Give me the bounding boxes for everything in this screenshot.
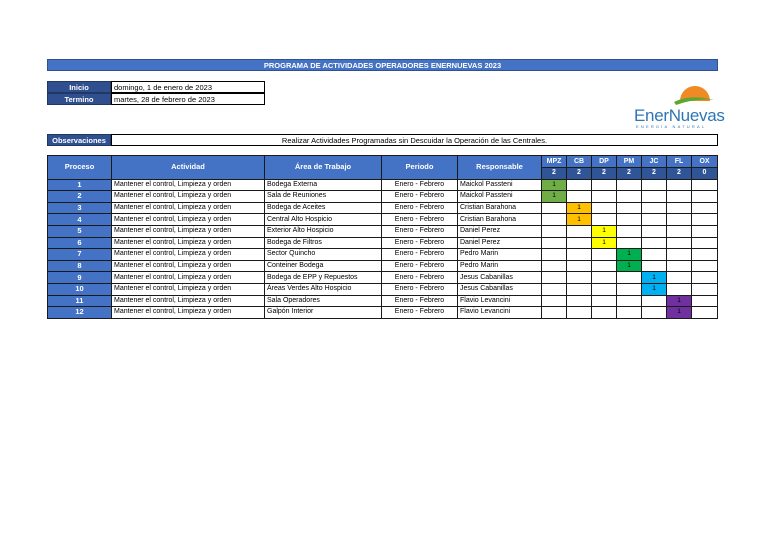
responsable-cell[interactable]: Jesus Cabanillas: [458, 283, 542, 295]
table-row: [48, 202, 718, 214]
assignment-cell-ox[interactable]: [692, 272, 718, 284]
proceso-cell[interactable]: 3: [48, 202, 112, 214]
assignment-cell-ox[interactable]: [692, 214, 718, 226]
area-cell[interactable]: Bodega de Aceites: [265, 202, 382, 214]
header-periodo[interactable]: Periodo: [382, 156, 458, 180]
responsable-cell[interactable]: Cristian Barahona: [458, 202, 542, 214]
periodo-cell[interactable]: Enero - Febrero: [382, 272, 458, 284]
proceso-cell[interactable]: 4: [48, 214, 112, 226]
assignment-cell-dp[interactable]: [592, 191, 617, 203]
header-op-cb[interactable]: CB: [567, 156, 592, 168]
area-cell[interactable]: Sala Operadores: [265, 295, 382, 307]
proceso-cell[interactable]: 1: [48, 179, 112, 191]
assignment-cell-mpz[interactable]: [542, 225, 567, 237]
table-row: [48, 191, 718, 203]
assignment-cell-mpz[interactable]: 1: [542, 179, 567, 191]
assignment-cell-dp[interactable]: 1: [592, 225, 617, 237]
area-cell[interactable]: Bodega de EPP y Repuestos: [265, 272, 382, 284]
count-dp[interactable]: 2: [592, 168, 617, 180]
periodo-cell[interactable]: Enero - Febrero: [382, 191, 458, 203]
assignment-cell-ox[interactable]: [692, 191, 718, 203]
logo-tagline: ENERGÍA NATURAL: [636, 124, 707, 129]
assignment-cell-fl[interactable]: 1: [667, 307, 692, 319]
assignment-cell-ox[interactable]: [692, 237, 718, 249]
responsable-cell[interactable]: Pedro Marin: [458, 260, 542, 272]
count-ox[interactable]: 0: [692, 168, 718, 180]
table-row: [48, 214, 718, 226]
assignment-cell-cb[interactable]: [567, 191, 592, 203]
assignment-cell-jc[interactable]: [642, 191, 667, 203]
proceso-cell[interactable]: 6: [48, 237, 112, 249]
header-area[interactable]: Área de Trabajo: [265, 156, 382, 180]
assignment-cell-jc[interactable]: 1: [642, 272, 667, 284]
area-cell[interactable]: Sala de Reuniones: [265, 191, 382, 203]
assignment-cell-ox[interactable]: [692, 179, 718, 191]
assignment-cell-cb[interactable]: [567, 249, 592, 261]
responsable-cell[interactable]: Maickol Passteni: [458, 191, 542, 203]
actividad-cell[interactable]: Mantener el control, Limpieza y orden: [112, 214, 265, 226]
assignment-cell-dp[interactable]: [592, 214, 617, 226]
assignment-cell-pm[interactable]: [617, 214, 642, 226]
assignment-cell-jc[interactable]: [642, 214, 667, 226]
assignment-cell-cb[interactable]: [567, 272, 592, 284]
assignment-cell-dp[interactable]: [592, 272, 617, 284]
assignment-cell-cb[interactable]: [567, 225, 592, 237]
assignment-cell-jc[interactable]: [642, 260, 667, 272]
assignment-cell-fl[interactable]: [667, 202, 692, 214]
assignment-cell-fl[interactable]: [667, 179, 692, 191]
assignment-cell-dp[interactable]: [592, 283, 617, 295]
header-op-dp[interactable]: DP: [592, 156, 617, 168]
assignment-cell-ox[interactable]: [692, 260, 718, 272]
periodo-cell[interactable]: Enero - Febrero: [382, 249, 458, 261]
assignment-cell-mpz[interactable]: [542, 272, 567, 284]
actividad-cell[interactable]: Mantener el control, Limpieza y orden: [112, 283, 265, 295]
assignment-cell-ox[interactable]: [692, 225, 718, 237]
responsable-cell[interactable]: Cristian Barahona: [458, 214, 542, 226]
area-cell[interactable]: Central Alto Hospicio: [265, 214, 382, 226]
observaciones-label: Observaciones: [47, 134, 111, 146]
assignment-cell-cb[interactable]: 1: [567, 202, 592, 214]
assignment-cell-fl[interactable]: [667, 191, 692, 203]
count-mpz[interactable]: 2: [542, 168, 567, 180]
assignment-cell-pm[interactable]: [617, 272, 642, 284]
sun-leaf-icon: [672, 80, 716, 106]
assignment-cell-cb[interactable]: [567, 295, 592, 307]
area-cell[interactable]: Áreas Verdes Alto Hospicio: [265, 283, 382, 295]
assignment-cell-jc[interactable]: 1: [642, 283, 667, 295]
page-title: PROGRAMA DE ACTIVIDADES OPERADORES ENERNUEVAS 2023: [47, 59, 718, 71]
assignment-cell-dp[interactable]: [592, 307, 617, 319]
periodo-cell[interactable]: Enero - Febrero: [382, 225, 458, 237]
area-cell[interactable]: Conteiner Bodega: [265, 260, 382, 272]
table-row: [48, 249, 718, 261]
responsable-cell[interactable]: Flavio Levancini: [458, 307, 542, 319]
assignment-cell-pm[interactable]: [617, 179, 642, 191]
assignment-cell-jc[interactable]: [642, 202, 667, 214]
count-jc[interactable]: 2: [642, 168, 667, 180]
assignment-cell-mpz[interactable]: [542, 237, 567, 249]
area-cell[interactable]: Sector Quincho: [265, 249, 382, 261]
termino-value[interactable]: martes, 28 de febrero de 2023: [111, 93, 265, 105]
proceso-cell[interactable]: 9: [48, 272, 112, 284]
assignment-cell-dp[interactable]: [592, 202, 617, 214]
assignment-cell-fl[interactable]: [667, 237, 692, 249]
table-row: [48, 225, 718, 237]
proceso-cell[interactable]: 5: [48, 225, 112, 237]
header-actividad[interactable]: Actividad: [112, 156, 265, 180]
assignment-cell-fl[interactable]: [667, 249, 692, 261]
actividad-cell[interactable]: Mantener el control, Limpieza y orden: [112, 191, 265, 203]
inicio-label: Inicio: [47, 81, 111, 93]
responsable-cell[interactable]: Maickol Passteni: [458, 179, 542, 191]
proceso-cell[interactable]: 12: [48, 307, 112, 319]
logo-text: EnerNuevas: [634, 106, 725, 125]
responsable-cell[interactable]: Daniel Perez: [458, 237, 542, 249]
assignment-cell-cb[interactable]: [567, 307, 592, 319]
assignment-cell-pm[interactable]: [617, 295, 642, 307]
area-cell[interactable]: Bodega de Filtros: [265, 237, 382, 249]
activities-table: [47, 155, 718, 319]
assignment-cell-fl[interactable]: 1: [667, 295, 692, 307]
count-cb[interactable]: 2: [567, 168, 592, 180]
proceso-cell[interactable]: 10: [48, 283, 112, 295]
assignment-cell-fl[interactable]: [667, 272, 692, 284]
assignment-cell-ox[interactable]: [692, 283, 718, 295]
inicio-value[interactable]: domingo, 1 de enero de 2023: [111, 81, 265, 93]
header-op-jc[interactable]: JC: [642, 156, 667, 168]
header-op-mpz[interactable]: MPZ: [542, 156, 567, 168]
assignment-cell-mpz[interactable]: [542, 260, 567, 272]
assignment-cell-ox[interactable]: [692, 249, 718, 261]
assignment-cell-fl[interactable]: [667, 214, 692, 226]
table-row: [48, 295, 718, 307]
area-cell[interactable]: Bodega Externa: [265, 179, 382, 191]
assignment-cell-jc[interactable]: [642, 295, 667, 307]
assignment-cell-jc[interactable]: [642, 249, 667, 261]
actividad-cell[interactable]: Mantener el control, Limpieza y orden: [112, 272, 265, 284]
assignment-cell-dp[interactable]: [592, 179, 617, 191]
header-op-ox[interactable]: OX: [692, 156, 718, 168]
actividad-cell[interactable]: Mantener el control, Limpieza y orden: [112, 260, 265, 272]
assignment-cell-fl[interactable]: [667, 225, 692, 237]
assignment-cell-pm[interactable]: [617, 283, 642, 295]
proceso-cell[interactable]: 8: [48, 260, 112, 272]
responsable-cell[interactable]: Jesus Cabanillas: [458, 272, 542, 284]
assignment-cell-pm[interactable]: 1: [617, 260, 642, 272]
assignment-cell-mpz[interactable]: [542, 249, 567, 261]
enernuevas-logo: [672, 80, 716, 106]
assignment-cell-dp[interactable]: 1: [592, 237, 617, 249]
header-proceso[interactable]: Proceso: [48, 156, 112, 180]
assignment-cell-dp[interactable]: [592, 260, 617, 272]
header-responsable[interactable]: Responsable: [458, 156, 542, 180]
assignment-cell-cb[interactable]: [567, 283, 592, 295]
assignment-cell-cb[interactable]: 1: [567, 214, 592, 226]
assignment-cell-jc[interactable]: [642, 179, 667, 191]
assignment-cell-mpz[interactable]: 1: [542, 191, 567, 203]
assignment-cell-jc[interactable]: [642, 225, 667, 237]
table-row: [48, 307, 718, 319]
proceso-cell[interactable]: 11: [48, 295, 112, 307]
area-cell[interactable]: Exterior Alto Hospicio: [265, 225, 382, 237]
assignment-cell-jc[interactable]: [642, 307, 667, 319]
table-row: [48, 260, 718, 272]
actividad-cell[interactable]: Mantener el control, Limpieza y orden: [112, 249, 265, 261]
proceso-cell[interactable]: 7: [48, 249, 112, 261]
actividad-cell[interactable]: Mantener el control, Limpieza y orden: [112, 202, 265, 214]
assignment-cell-fl[interactable]: [667, 283, 692, 295]
assignment-cell-ox[interactable]: [692, 307, 718, 319]
table-row: [48, 237, 718, 249]
assignment-cell-dp[interactable]: [592, 249, 617, 261]
table-row: [48, 272, 718, 284]
periodo-cell[interactable]: Enero - Febrero: [382, 283, 458, 295]
assignment-cell-pm[interactable]: [617, 191, 642, 203]
assignment-cell-ox[interactable]: [692, 202, 718, 214]
assignment-cell-pm[interactable]: [617, 237, 642, 249]
area-cell[interactable]: Galpón Interior: [265, 307, 382, 319]
actividad-cell[interactable]: Mantener el control, Limpieza y orden: [112, 179, 265, 191]
assignment-cell-mpz[interactable]: [542, 283, 567, 295]
assignment-cell-mpz[interactable]: [542, 307, 567, 319]
actividad-cell[interactable]: Mantener el control, Limpieza y orden: [112, 295, 265, 307]
periodo-cell[interactable]: Enero - Febrero: [382, 295, 458, 307]
table-row: [48, 179, 718, 191]
header-op-pm[interactable]: PM: [617, 156, 642, 168]
periodo-cell[interactable]: Enero - Febrero: [382, 237, 458, 249]
assignment-cell-ox[interactable]: [692, 295, 718, 307]
responsable-cell[interactable]: Daniel Perez: [458, 225, 542, 237]
assignment-cell-cb[interactable]: [567, 260, 592, 272]
assignment-cell-pm[interactable]: [617, 225, 642, 237]
assignment-cell-dp[interactable]: [592, 295, 617, 307]
count-pm[interactable]: 2: [617, 168, 642, 180]
assignment-cell-mpz[interactable]: [542, 214, 567, 226]
proceso-cell[interactable]: 2: [48, 191, 112, 203]
periodo-cell[interactable]: Enero - Febrero: [382, 214, 458, 226]
count-fl[interactable]: 2: [667, 168, 692, 180]
termino-label: Termino: [47, 93, 111, 105]
actividad-cell[interactable]: Mantener el control, Limpieza y orden: [112, 307, 265, 319]
periodo-cell[interactable]: Enero - Febrero: [382, 260, 458, 272]
periodo-cell[interactable]: Enero - Febrero: [382, 179, 458, 191]
periodo-cell[interactable]: Enero - Febrero: [382, 307, 458, 319]
table-row: [48, 283, 718, 295]
responsable-cell[interactable]: Flavio Levancini: [458, 295, 542, 307]
periodo-cell[interactable]: Enero - Febrero: [382, 202, 458, 214]
responsable-cell[interactable]: Pedro Marin: [458, 249, 542, 261]
assignment-cell-pm[interactable]: 1: [617, 249, 642, 261]
assignment-cell-mpz[interactable]: [542, 295, 567, 307]
assignment-cell-fl[interactable]: [667, 260, 692, 272]
actividad-cell[interactable]: Mantener el control, Limpieza y orden: [112, 237, 265, 249]
actividad-cell[interactable]: Mantener el control, Limpieza y orden: [112, 225, 265, 237]
assignment-cell-pm[interactable]: [617, 202, 642, 214]
assignment-cell-cb[interactable]: [567, 237, 592, 249]
observaciones-value[interactable]: Realizar Actividades Programadas sin Descuidar la Operación de las Centrales.: [111, 134, 718, 146]
assignment-cell-mpz[interactable]: [542, 202, 567, 214]
table-body: [48, 179, 718, 318]
assignment-cell-cb[interactable]: [567, 179, 592, 191]
header-op-fl[interactable]: FL: [667, 156, 692, 168]
assignment-cell-pm[interactable]: [617, 307, 642, 319]
assignment-cell-jc[interactable]: [642, 237, 667, 249]
